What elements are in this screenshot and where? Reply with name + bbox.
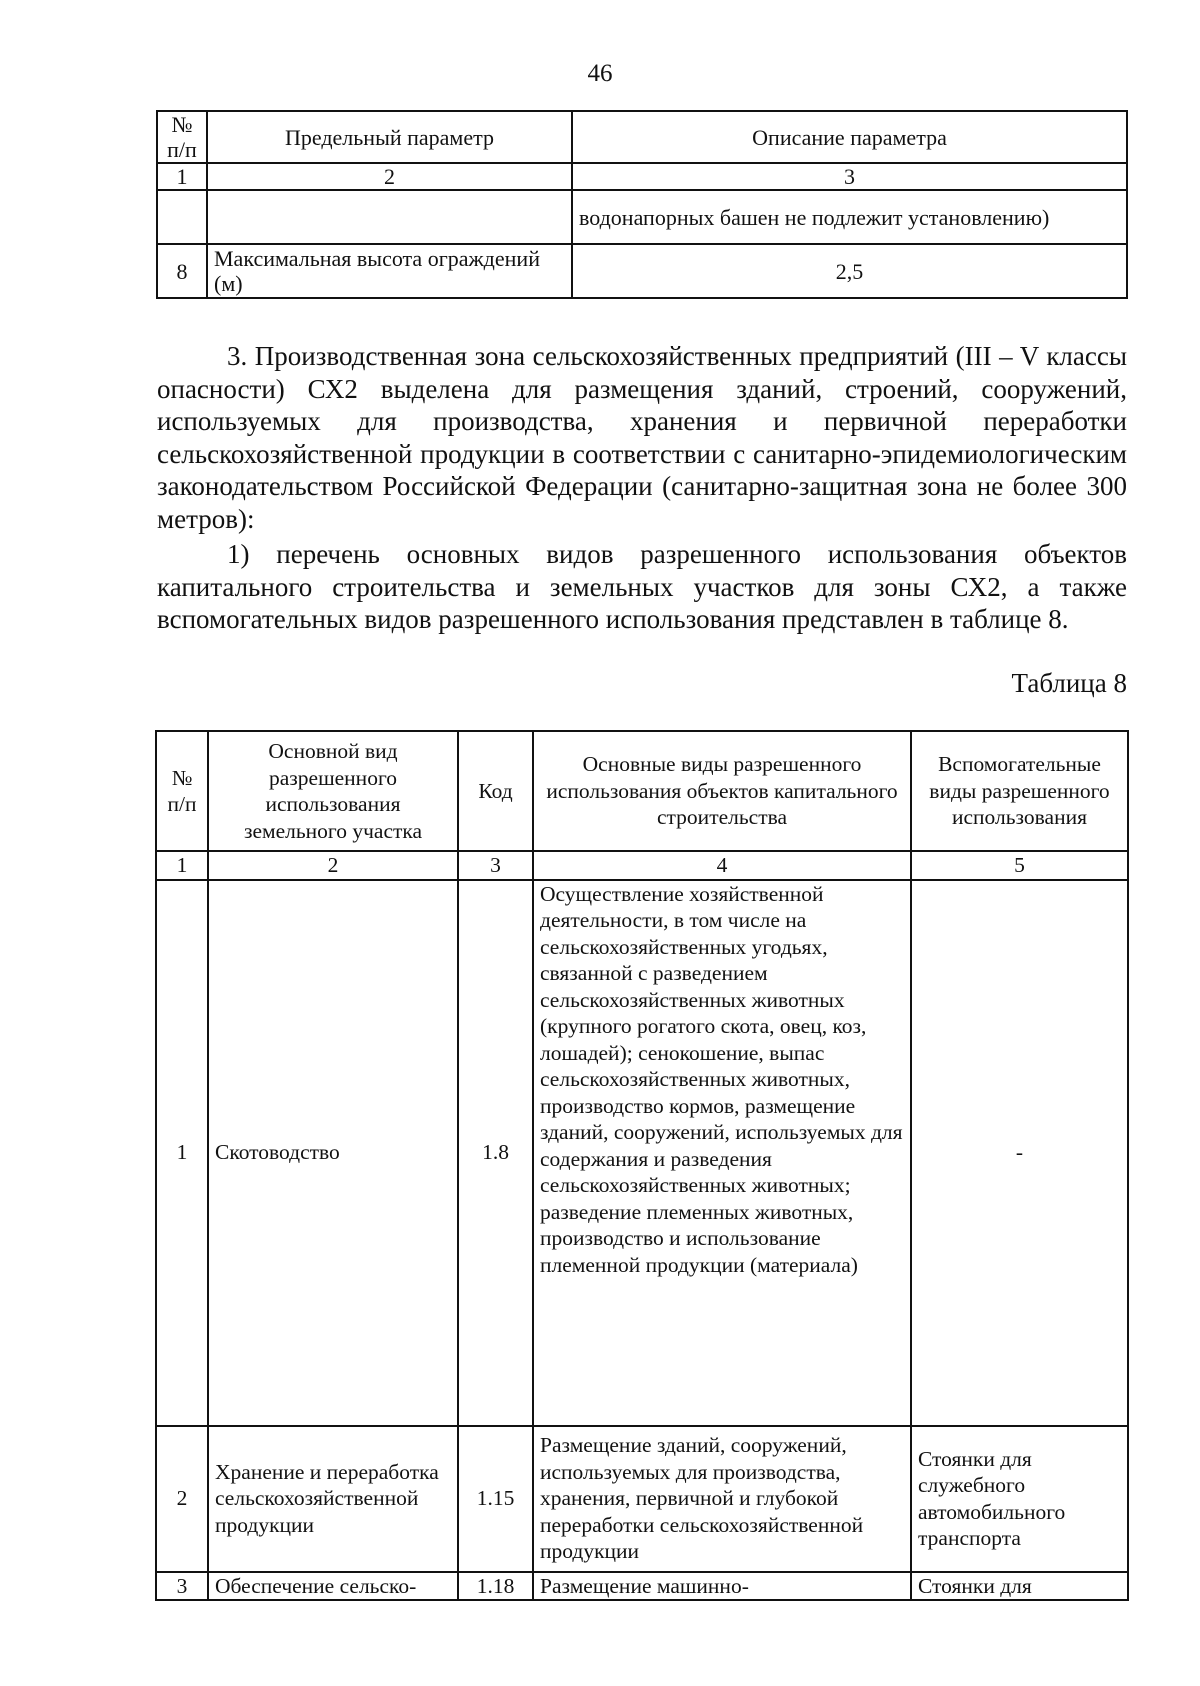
table-row <box>156 880 1128 1426</box>
param-name <box>207 190 572 244</box>
param-description: водонапорных башен не подлежит установлению) <box>572 190 1127 244</box>
page-number: 46 <box>587 60 613 87</box>
header-cell: Предельный параметр <box>207 111 572 163</box>
use-type-name: Хранение и переработка сельскохозяйственной продукции <box>208 1426 458 1572</box>
use-type-name: Скотоводство <box>208 880 458 1426</box>
header-cell: № п/п <box>156 731 208 851</box>
parameters-table <box>156 110 1128 299</box>
paragraph-list-intro <box>157 538 1127 636</box>
row-number: 3 <box>156 1572 208 1601</box>
table-caption: Таблица 8 <box>1011 668 1127 698</box>
header-cell: Вспомогательные виды разрешенного использования <box>911 731 1128 851</box>
param-name: Максимальная высота ограждений (м) <box>207 244 572 298</box>
header-cell: № п/п <box>157 111 207 163</box>
column-number: 3 <box>572 163 1127 190</box>
param-description: 2,5 <box>572 244 1127 298</box>
table-row <box>157 190 1127 244</box>
column-number: 5 <box>911 851 1128 880</box>
table-header-row <box>156 731 1128 851</box>
paragraph-zone-description <box>157 340 1127 535</box>
use-description: Осуществление хозяйственной деятельности, в том числе на сельскохозяйственных угодьях, связанной с разведением сельскохозяйственных животных (крупного рогатого скота, овец, коз, лошадей); сенокошение, выпас сельскохозяйственных животных, производство кормов, размещение зданий, сооружений, используемых для содержания и разведения сельскохозяйственных животных; разведение племенных животных, производство и использование племенной продукции (материала) <box>533 880 911 1426</box>
use-code: 1.18 <box>458 1572 533 1601</box>
use-code: 1.8 <box>458 880 533 1426</box>
row-number: 8 <box>157 244 207 298</box>
table-header-row <box>157 111 1127 163</box>
header-cell: Код <box>458 731 533 851</box>
column-numbering-row <box>157 163 1127 190</box>
row-number: 2 <box>156 1426 208 1572</box>
row-number <box>157 190 207 244</box>
column-number: 2 <box>207 163 572 190</box>
column-number: 3 <box>458 851 533 880</box>
permitted-use-table <box>155 730 1129 1601</box>
column-number: 4 <box>533 851 911 880</box>
header-cell: Основные виды разрешенного использования объектов капитального строительства <box>533 731 911 851</box>
use-code: 1.15 <box>458 1426 533 1572</box>
auxiliary-use: - <box>911 880 1128 1426</box>
column-numbering-row <box>156 851 1128 880</box>
use-description: Размещение машинно- <box>533 1572 911 1601</box>
table-row <box>156 1572 1128 1601</box>
header-cell: Основной вид разрешенного использования земельного участка <box>208 731 458 851</box>
table-row <box>156 1426 1128 1572</box>
use-description: Размещение зданий, сооружений, используемых для производства, хранения, первичной и глубокой переработки сельскохозяйственной продукции <box>533 1426 911 1572</box>
use-type-name: Обеспечение сельско- <box>208 1572 458 1601</box>
auxiliary-use: Стоянки для служебного автомобильного транспорта <box>911 1426 1128 1572</box>
column-number: 2 <box>208 851 458 880</box>
header-cell: Описание параметра <box>572 111 1127 163</box>
column-number: 1 <box>157 163 207 190</box>
row-number: 1 <box>156 880 208 1426</box>
paragraph-text: 1) перечень основных видов разрешенного использования объектов капитального строительства и земельных участков для зоны СХ2, а также вспомогательных видов разрешенного использования представлен в таблице 8. <box>157 539 1127 634</box>
paragraph-text: 3. Производственная зона сельскохозяйственных предприятий (III – V классы опасности) СХ2 выделена для размещения зданий, строений, сооружений, используемых для производства, хранения и первичной переработки сельскохозяйственной продукции в соответствии с санитарно-эпидемиологическим законодательством Российской Федерации (санитарно-защитная зона не более 300 метров): <box>157 341 1127 534</box>
table-row <box>157 244 1127 298</box>
column-number: 1 <box>156 851 208 880</box>
auxiliary-use: Стоянки для <box>911 1572 1128 1601</box>
